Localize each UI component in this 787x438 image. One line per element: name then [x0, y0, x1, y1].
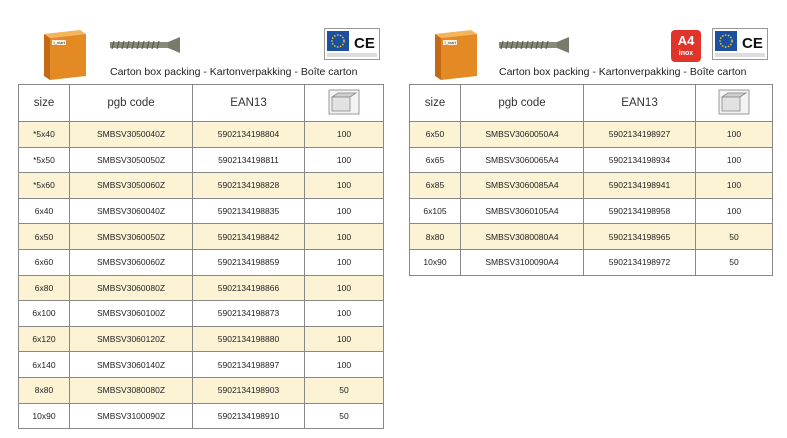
cell-pgb-code: SMBSV3050040Z: [70, 122, 193, 148]
cell-size: 6x50: [19, 224, 70, 250]
table-row: [410, 173, 773, 199]
table-row: [410, 224, 773, 250]
cell-carton-qty: 50: [305, 377, 384, 403]
cell-pgb-code: SMBSV3100090A4: [461, 249, 584, 275]
cell-size: *5x60: [19, 173, 70, 199]
cell-size: 10x90: [19, 403, 70, 429]
cell-carton-qty: 50: [305, 403, 384, 429]
cell-size: 6x140: [19, 352, 70, 378]
cell-ean13: 5902134198972: [584, 249, 696, 275]
right-header: [409, 0, 773, 84]
cell-carton-qty: 100: [305, 224, 384, 250]
cell-pgb-code: SMBSV3060050A4: [461, 122, 584, 148]
header-code: pgb code: [461, 85, 584, 122]
cell-pgb-code: SMBSV3060085A4: [461, 173, 584, 199]
table-row: [410, 249, 773, 275]
table-row: [19, 352, 384, 378]
cell-size: 8x80: [410, 224, 461, 250]
carton-box-icon: [433, 26, 479, 80]
cell-carton-qty: 100: [305, 173, 384, 199]
cell-ean13: 5902134198880: [193, 326, 305, 352]
header-size: size: [19, 85, 70, 122]
cell-carton-qty: 100: [305, 122, 384, 148]
cell-ean13: 5902134198958: [584, 198, 696, 224]
cell-ean13: 5902134198934: [584, 147, 696, 173]
cell-carton-qty: 100: [305, 352, 384, 378]
cell-carton-qty: 100: [696, 173, 773, 199]
cell-pgb-code: SMBSV3080080Z: [70, 377, 193, 403]
cell-size: *5x50: [19, 147, 70, 173]
cell-carton-qty: 100: [696, 122, 773, 148]
cell-size: 6x60: [19, 249, 70, 275]
table-row: [410, 122, 773, 148]
cell-carton-qty: 100: [305, 249, 384, 275]
cell-size: 6x50: [410, 122, 461, 148]
right-product-panel: [409, 0, 773, 276]
cell-carton-qty: 100: [305, 301, 384, 327]
table-row: [19, 249, 384, 275]
carton-quantity-icon: [328, 89, 360, 115]
cell-pgb-code: SMBSV3060100Z: [70, 301, 193, 327]
cell-ean13: 5902134198835: [193, 198, 305, 224]
cell-ean13: 5902134198866: [193, 275, 305, 301]
table-row: [19, 377, 384, 403]
header-ean: EAN13: [584, 85, 696, 122]
cell-pgb-code: SMBSV3060065A4: [461, 147, 584, 173]
table-row: [19, 173, 384, 199]
cell-pgb-code: SMBSV3060120Z: [70, 326, 193, 352]
right-product-table: [409, 84, 773, 276]
table-row: [19, 122, 384, 148]
box-brand-label: I_mart: [444, 40, 456, 45]
cell-ean13: 5902134198804: [193, 122, 305, 148]
table-row: [19, 198, 384, 224]
cell-ean13: 5902134198842: [193, 224, 305, 250]
carton-quantity-icon: [718, 89, 750, 115]
cell-pgb-code: SMBSV3060080Z: [70, 275, 193, 301]
table-header-row: [19, 85, 384, 122]
header-size: size: [410, 85, 461, 122]
cell-size: 8x80: [19, 377, 70, 403]
cell-carton-qty: 100: [696, 198, 773, 224]
left-product-panel: [18, 0, 384, 429]
cell-size: 6x65: [410, 147, 461, 173]
table-row: [19, 275, 384, 301]
header-ean: EAN13: [193, 85, 305, 122]
cell-ean13: 5902134198927: [584, 122, 696, 148]
table-row: [19, 403, 384, 429]
a4-inox-badge: [671, 30, 701, 62]
cell-size: 10x90: [410, 249, 461, 275]
cell-carton-qty: 50: [696, 224, 773, 250]
cell-size: 6x120: [19, 326, 70, 352]
cell-carton-qty: 100: [305, 147, 384, 173]
box-brand-label: I_mart: [53, 40, 65, 45]
cell-carton-qty: 100: [305, 275, 384, 301]
table-row: [19, 224, 384, 250]
cell-size: 6x80: [19, 275, 70, 301]
cell-pgb-code: SMBSV3080080A4: [461, 224, 584, 250]
concrete-screw-icon: [110, 36, 182, 54]
cell-pgb-code: SMBSV3060040Z: [70, 198, 193, 224]
cell-size: 6x85: [410, 173, 461, 199]
eta-ce-certification-icon: [712, 28, 768, 60]
concrete-screw-icon: [499, 36, 571, 54]
cell-pgb-code: SMBSV3060105A4: [461, 198, 584, 224]
cell-carton-qty: 100: [696, 147, 773, 173]
header-qty: [696, 85, 773, 122]
cell-size: 6x105: [410, 198, 461, 224]
table-row: [19, 301, 384, 327]
left-header: [18, 0, 384, 84]
cell-ean13: 5902134198910: [193, 403, 305, 429]
cell-ean13: 5902134198859: [193, 249, 305, 275]
cell-ean13: 5902134198897: [193, 352, 305, 378]
cell-size: 6x40: [19, 198, 70, 224]
packing-caption: Carton box packing - Kartonverpakking - Boîte carton: [110, 66, 358, 78]
table-row: [19, 326, 384, 352]
header-code: pgb code: [70, 85, 193, 122]
cell-size: *5x40: [19, 122, 70, 148]
cell-ean13: 5902134198873: [193, 301, 305, 327]
svg-text:CE: CE: [354, 35, 375, 52]
cell-pgb-code: SMBSV3050060Z: [70, 173, 193, 199]
cell-carton-qty: 100: [305, 326, 384, 352]
eta-ce-certification-icon: [324, 28, 380, 60]
cell-size: 6x100: [19, 301, 70, 327]
cell-ean13: 5902134198965: [584, 224, 696, 250]
left-product-table: [18, 84, 384, 429]
table-header-row: [410, 85, 773, 122]
carton-box-icon: [42, 26, 88, 80]
table-row: [410, 147, 773, 173]
a4-badge-label: A4: [677, 33, 695, 48]
cell-pgb-code: SMBSV3060060Z: [70, 249, 193, 275]
cell-ean13: 5902134198941: [584, 173, 696, 199]
cell-carton-qty: 50: [696, 249, 773, 275]
cell-pgb-code: SMBSV3060140Z: [70, 352, 193, 378]
table-row: [410, 198, 773, 224]
cell-pgb-code: SMBSV3100090Z: [70, 403, 193, 429]
cell-ean13: 5902134198903: [193, 377, 305, 403]
packing-caption: Carton box packing - Kartonverpakking - Boîte carton: [499, 66, 747, 78]
cell-ean13: 5902134198811: [193, 147, 305, 173]
cell-pgb-code: SMBSV3050050Z: [70, 147, 193, 173]
svg-text:CE: CE: [742, 35, 763, 52]
cell-carton-qty: 100: [305, 198, 384, 224]
cell-ean13: 5902134198828: [193, 173, 305, 199]
table-row: [19, 147, 384, 173]
header-qty: [305, 85, 384, 122]
a4-badge-sublabel: inox: [678, 50, 694, 57]
cell-pgb-code: SMBSV3060050Z: [70, 224, 193, 250]
